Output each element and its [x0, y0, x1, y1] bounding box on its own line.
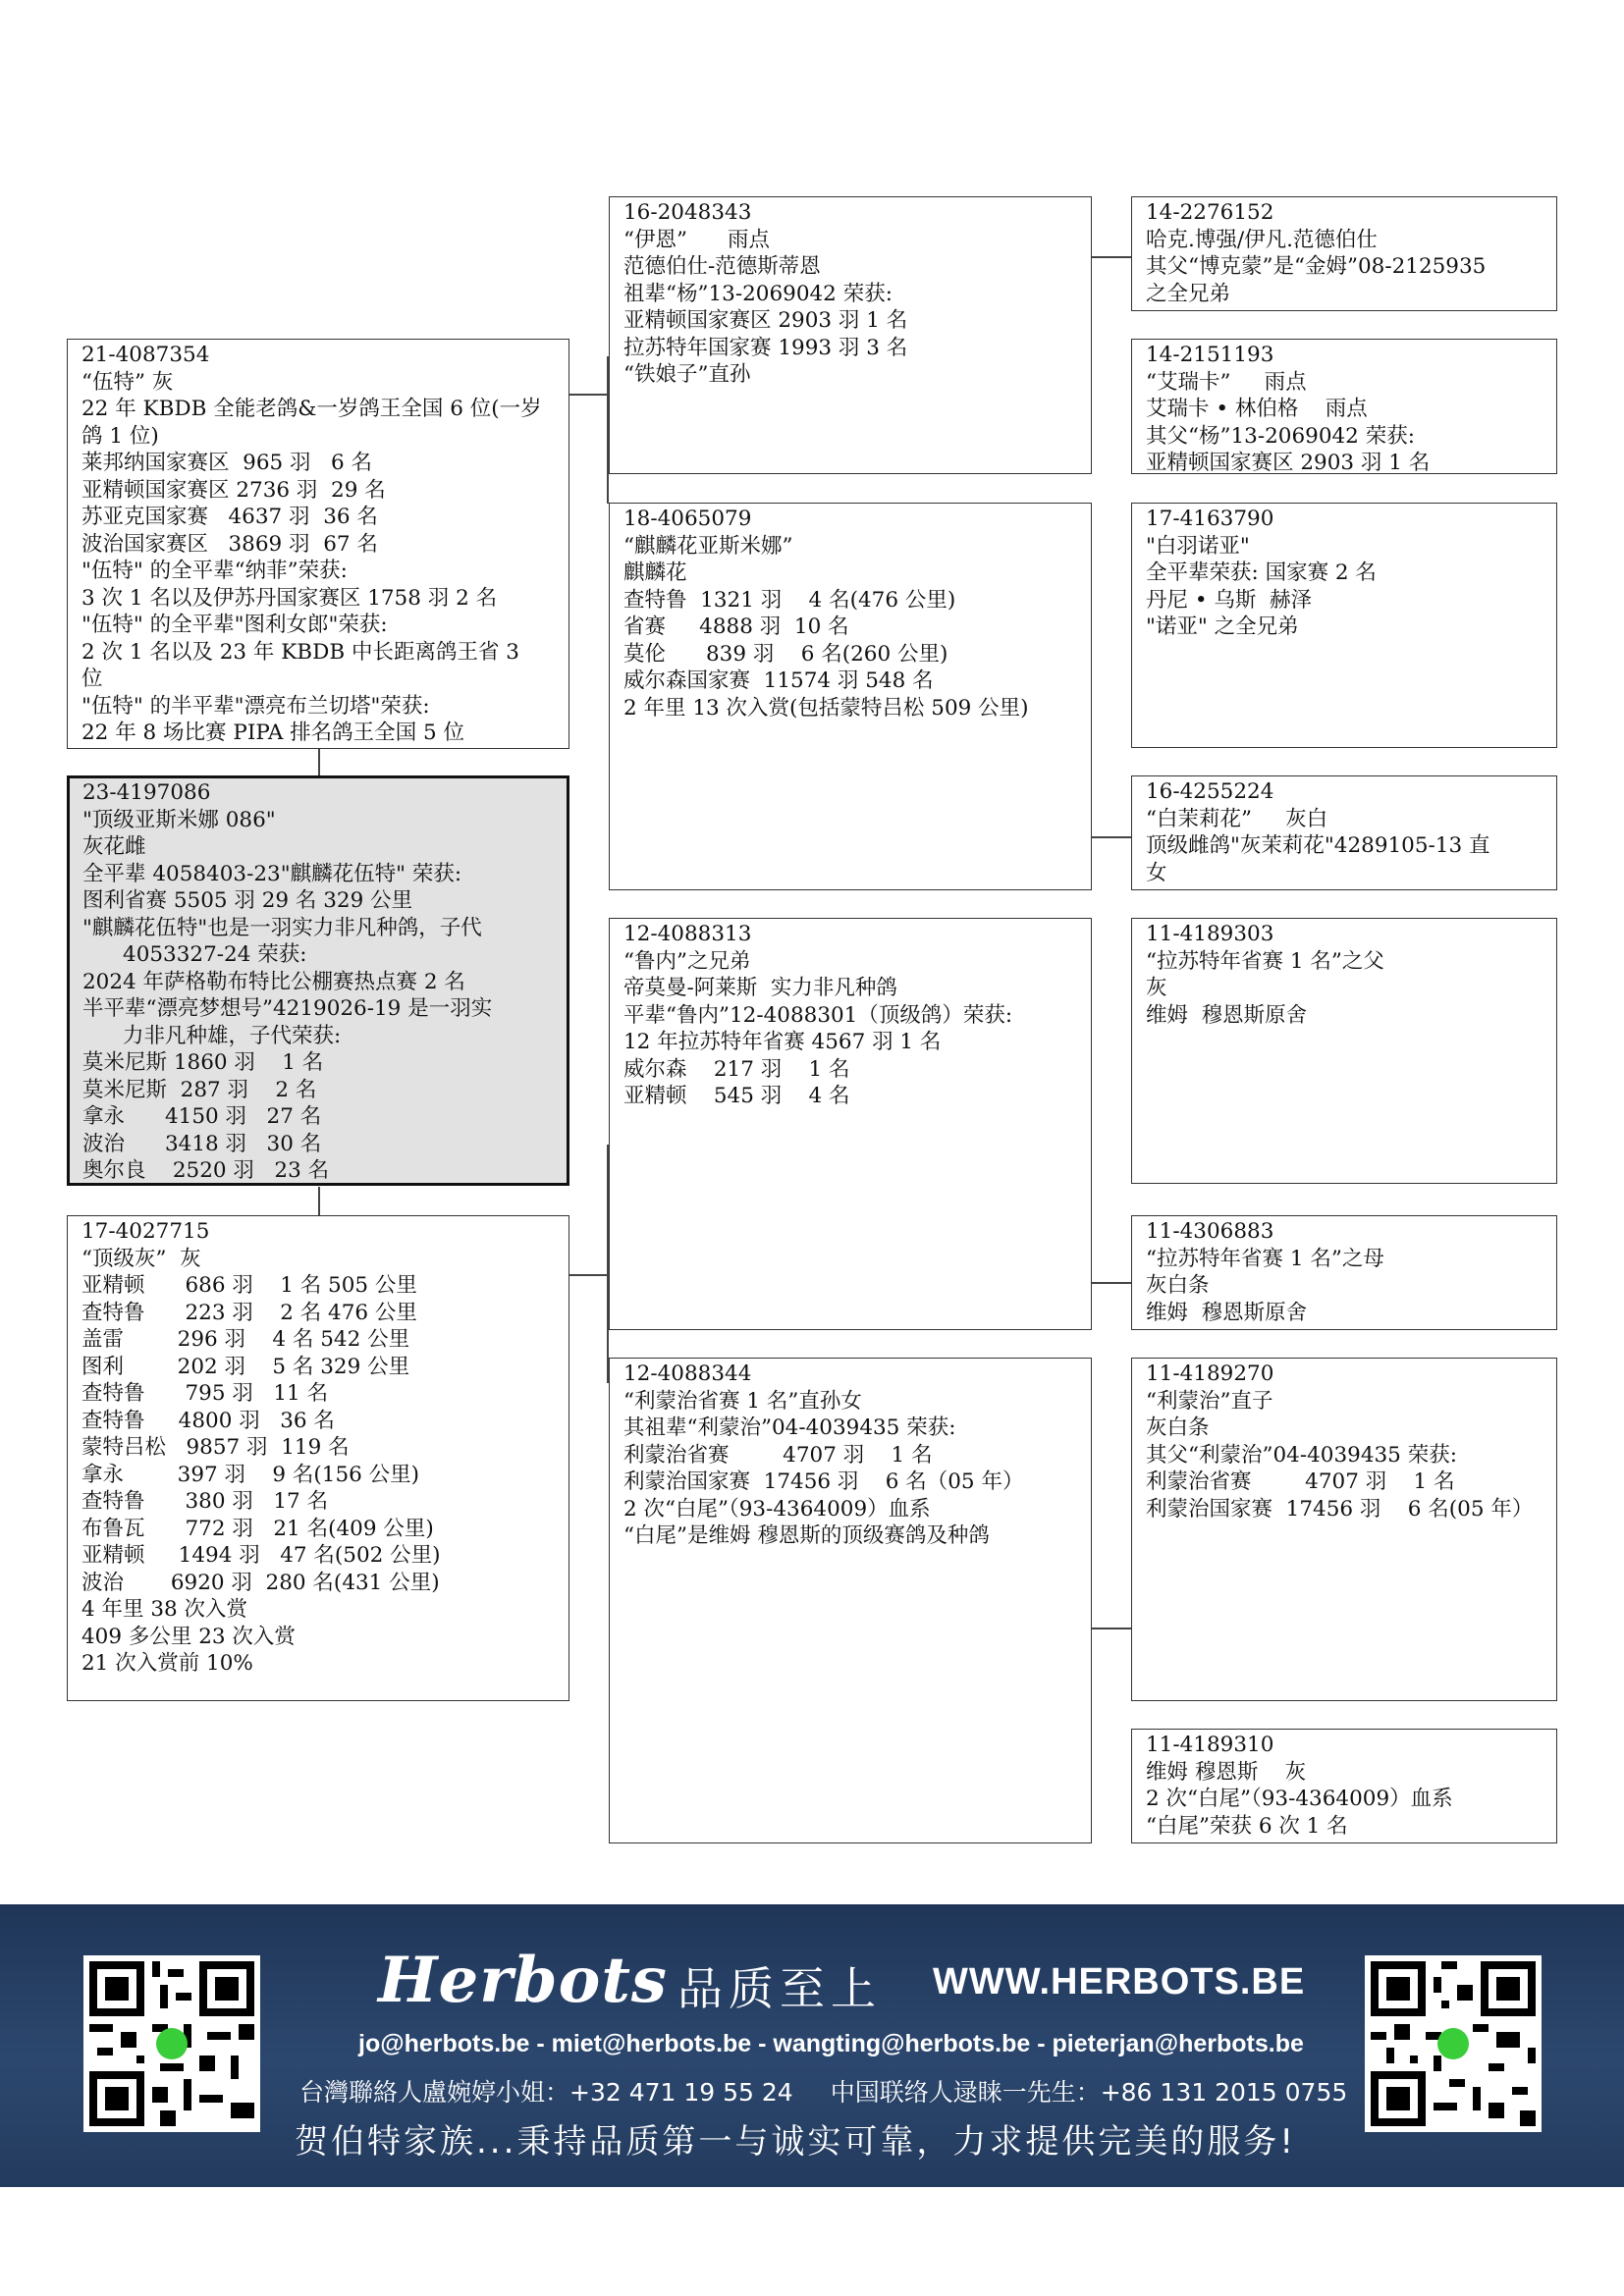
contact-china: 中国联络人逯睐一先生：+86 131 2015 0755	[830, 2078, 1348, 2107]
pedigree-line: "诺亚" 之全兄弟	[1146, 614, 1299, 639]
pedigree-line: 亚精顿国家赛区 2903 羽 1 名	[623, 308, 908, 333]
pedigree-line: 女	[1146, 860, 1167, 885]
pedigree-line: 其父“博克蒙”是“金姆”08-2125935	[1146, 254, 1487, 279]
pedigree-line: 之全兄弟	[1146, 281, 1231, 306]
pedigree-line: 亚精顿国家赛区 2736 羽 29 名	[81, 477, 386, 503]
pedigree-line: 其父“杨”13-2069042 荣获:	[1146, 423, 1415, 449]
pedigree-line: 艾瑞卡 • 林伯格 雨点	[1146, 397, 1368, 421]
sire-sire-box	[609, 196, 1092, 474]
pedigree-line: 灰花雌	[82, 834, 146, 859]
pedigree-line: 2024 年萨格勒布特比公棚赛热点赛 2 名	[82, 969, 465, 994]
pedigree-line: “伊恩” 雨点	[623, 227, 770, 252]
pedigree-line: 图利 202 羽 5 名 329 公里	[81, 1354, 410, 1379]
ring-number: 16-2048343	[623, 200, 752, 225]
pedigree-line: 丹尼 • 乌斯 赫泽	[1146, 587, 1313, 613]
ring-number: 23-4197086	[82, 780, 211, 805]
pedigree-line: 波治 6920 羽 280 名(431 公里)	[81, 1570, 440, 1595]
pedigree-line: 22 年 KBDB 全能老鸽&一岁鸽王全国 6 位(一岁	[81, 397, 542, 421]
email-links[interactable]: jo@herbots.be - miet@herbots.be - wangting@herbots.be - pieterjan@herbots.be	[358, 2030, 1304, 2057]
pedigree-line: 其父“利蒙治”04-4039435 荣获:	[1146, 1442, 1457, 1468]
sdd-box	[1131, 775, 1557, 890]
pedigree-line: 威尔森国家赛 11574 羽 548 名	[623, 668, 934, 693]
connector	[318, 1187, 320, 1216]
pedigree-line: “白茉莉花” 灰白	[1146, 806, 1328, 831]
pedigree-line: 莱邦纳国家赛区 965 羽 6 名	[81, 451, 373, 475]
pedigree-line: 维姆 穆恩斯原舍	[1146, 1002, 1308, 1028]
pedigree-line: 拿永 397 羽 9 名(156 公里)	[81, 1462, 420, 1487]
slogan: 品质至上	[677, 1962, 882, 2015]
ssd-box	[1131, 339, 1557, 474]
sire-dam-box	[609, 503, 1092, 890]
ring-number: 17-4163790	[1146, 507, 1274, 531]
ring-number: 14-2151193	[1146, 343, 1274, 367]
ring-number: 17-4027715	[81, 1219, 210, 1244]
pedigree-line: 3 次 1 名以及伊苏丹国家赛区 1758 羽 2 名	[81, 585, 498, 611]
pedigree-line: 全平辈 4058403-23"麒麟花伍特" 荣获:	[82, 861, 462, 886]
pedigree-line: 灰	[1146, 976, 1167, 1000]
connector	[1092, 256, 1131, 258]
ddd-box	[1131, 1729, 1557, 1843]
subject-box	[67, 775, 569, 1186]
pedigree-line: 省赛 4888 羽 10 名	[623, 614, 849, 639]
pedigree-line: 亚精顿 545 羽 4 名	[623, 1084, 850, 1108]
pedigree-line: “拉苏特年省赛 1 名”之母	[1146, 1246, 1384, 1271]
sire-box	[67, 339, 569, 749]
pedigree-line: 灰白条	[1146, 1273, 1210, 1298]
ring-number: 21-4087354	[81, 343, 210, 367]
pedigree-line: 灰白条	[1146, 1415, 1210, 1440]
pedigree-line: 2 次“白尾”（93-4364009）血系	[1146, 1787, 1453, 1811]
pedigree-line: "麒麟花伍特"也是一羽实力非凡种鸽，子代	[82, 915, 482, 940]
connector	[1092, 836, 1131, 838]
qr-code-left[interactable]	[83, 1955, 260, 2132]
pedigree-line: 维姆 穆恩斯原舍	[1146, 1300, 1308, 1325]
pedigree-line: “白尾”是维姆 穆恩斯的顶级赛鸽及种鸽	[623, 1523, 990, 1548]
ring-number: 11-4189270	[1146, 1362, 1274, 1386]
dam-sire-box	[609, 918, 1092, 1330]
connector	[1092, 1628, 1131, 1629]
pedigree-line: 力非凡种雄，子代荣获:	[82, 1023, 342, 1048]
pedigree-line: 2 次“白尾”（93-4364009）血系	[623, 1496, 931, 1522]
pedigree-line: 奥尔良 2520 羽 23 名	[82, 1158, 330, 1183]
pedigree-line: 21 次入赏前 10%	[81, 1651, 253, 1676]
pedigree-line: 查特鲁 380 羽 17 名	[81, 1489, 329, 1514]
connector	[569, 1274, 609, 1276]
ring-number: 11-4189310	[1146, 1733, 1274, 1757]
pedigree-line: 威尔森 217 羽 1 名	[623, 1056, 850, 1082]
connector	[1092, 1282, 1131, 1284]
pedigree-line: 其祖辈“利蒙治”04-4039435 荣获:	[623, 1415, 956, 1440]
pedigree-line: 亚精顿 686 羽 1 名 505 公里	[81, 1273, 417, 1298]
pedigree-line: 莫米尼斯 287 羽 2 名	[82, 1077, 317, 1102]
pedigree-line: 4 年里 38 次入赏	[81, 1597, 248, 1622]
pedigree-line: “利蒙治省赛 1 名”直孙女	[623, 1388, 862, 1414]
pedigree-line: 莫米尼斯 1860 羽 1 名	[82, 1050, 324, 1075]
pedigree-line: 2 次 1 名以及 23 年 KBDB 中长距离鸽王省 3	[81, 639, 519, 665]
pedigree-line: 苏亚克国家赛 4637 羽 36 名	[81, 505, 378, 529]
pedigree-line: 亚精顿 1494 羽 47 名(502 公里)	[81, 1543, 441, 1568]
pedigree-line: 祖辈“杨”13-2069042 荣获:	[623, 281, 893, 306]
dds-box	[1131, 1358, 1557, 1701]
pedigree-line: 鸽 1 位)	[81, 423, 159, 449]
connector	[569, 394, 609, 396]
ring-number: 12-4088344	[623, 1362, 752, 1386]
dsd-box	[1131, 1215, 1557, 1330]
pedigree-line: 蒙特吕松 9857 羽 119 名	[81, 1435, 350, 1460]
pedigree-line: 利蒙治国家赛 17456 羽 6 名(05 年）	[1146, 1496, 1534, 1522]
pedigree-line: “白尾”荣获 6 次 1 名	[1146, 1813, 1348, 1839]
dam-dam-box	[609, 1358, 1092, 1843]
pedigree-line: 莫伦 839 羽 6 名(260 公里)	[623, 641, 948, 667]
pedigree-line: 哈克.博强/伊凡.范德伯仕	[1146, 227, 1378, 252]
line-icon	[89, 1961, 254, 2126]
pedigree-line: “铁娘子”直孙	[623, 362, 751, 387]
brand-logo: Herbots	[378, 1944, 668, 2017]
pedigree-line: "顶级亚斯米娜 086"	[82, 807, 276, 832]
pedigree-line: "伍特" 的全平辈“纳菲”荣获:	[81, 559, 348, 583]
contacts-line	[299, 2073, 1384, 2109]
pedigree-line: 查特鲁 223 羽 2 名 476 公里	[81, 1300, 417, 1325]
pedigree-line: 查特鲁 1321 羽 4 名(476 公里)	[623, 587, 956, 613]
pedigree-line: 利蒙治省赛 4707 羽 1 名	[1146, 1469, 1455, 1494]
pedigree-line: “拉苏特年省赛 1 名”之父	[1146, 948, 1384, 974]
website-link[interactable]: WWW.HERBOTS.BE	[933, 1961, 1306, 2002]
ring-number: 11-4189303	[1146, 922, 1274, 946]
pedigree-line: “伍特” 灰	[81, 369, 174, 395]
qr-code-right[interactable]	[1365, 1955, 1542, 2132]
pedigree-line: 409 多公里 23 次入赏	[81, 1624, 296, 1649]
pedigree-line: 顶级雌鸽"灰茉莉花"4289105-13 直	[1146, 833, 1490, 858]
pedigree-line: 利蒙治国家赛 17456 羽 6 名（05 年）	[623, 1469, 1024, 1494]
pedigree-line: “利蒙治”直子	[1146, 1388, 1273, 1414]
pedigree-line: 维姆 穆恩斯 灰	[1146, 1759, 1307, 1785]
dam-box	[67, 1215, 569, 1701]
pedigree-line: 拿永 4150 羽 27 名	[82, 1104, 322, 1129]
pedigree-line: 波治国家赛区 3869 羽 67 名	[81, 531, 378, 557]
pedigree-line: 亚精顿国家赛区 2903 羽 1 名	[1146, 451, 1431, 474]
pedigree-line: 图利省赛 5505 羽 29 名 329 公里	[82, 888, 413, 913]
pedigree-line: 拉苏特年国家赛 1993 羽 3 名	[623, 335, 908, 360]
pedigree-line: "白羽诺亚"	[1146, 533, 1250, 559]
pedigree-line: 布鲁瓦 772 羽 21 名(409 公里)	[81, 1516, 434, 1541]
pedigree-line: 查特鲁 4800 羽 36 名	[81, 1408, 335, 1433]
ring-number: 18-4065079	[623, 507, 752, 531]
pedigree-line: 4053327-24 荣获:	[82, 942, 307, 967]
pedigree-line: 12 年拉苏特年省赛 4567 羽 1 名	[623, 1030, 942, 1054]
pedigree-line: 范德伯仕-范德斯蒂恩	[623, 254, 821, 279]
pedigree-line: "伍特" 的半平辈"漂亮布兰切塔"荣获:	[81, 693, 430, 719]
ring-number: 12-4088313	[623, 922, 752, 946]
pedigree-line: "伍特" 的全平辈"图利女郎"荣获:	[81, 613, 388, 637]
ring-number: 11-4306883	[1146, 1219, 1274, 1244]
pedigree-line: 平辈“鲁内”12-4088301（顶级鸽）荣获:	[623, 1002, 1013, 1028]
pedigree-line: 帝莫曼-阿莱斯 实力非凡种鸽	[623, 976, 897, 1000]
sss-box	[1131, 196, 1557, 311]
pedigree-line: 利蒙治省赛 4707 羽 1 名	[623, 1442, 933, 1468]
pedigree-line: 波治 3418 羽 30 名	[82, 1131, 322, 1156]
pedigree-line: 全平辈荣获: 国家赛 2 名	[1146, 561, 1377, 585]
pedigree-line: 麒麟花	[623, 561, 687, 585]
pedigree-line: “顶级灰” 灰	[81, 1246, 201, 1271]
pedigree-line: “麒麟花亚斯米娜”	[623, 533, 793, 559]
footer-banner	[0, 1904, 1624, 2187]
ring-number: 14-2276152	[1146, 200, 1274, 225]
pedigree-line: “鲁内”之兄弟	[623, 948, 751, 974]
pedigree-line: 查特鲁 795 羽 11 名	[81, 1381, 329, 1406]
pedigree-line: 22 年 8 场比赛 PIPA 排名鸽王全国 5 位	[81, 721, 465, 745]
ring-number: 16-4255224	[1146, 779, 1274, 804]
pedigree-line: 半平辈“漂亮梦想号”4219026-19 是一羽实	[82, 996, 493, 1021]
pedigree-line: 位	[81, 667, 103, 691]
wechat-icon	[1371, 1961, 1536, 2126]
tagline: 贺伯特家族...秉持品质第一与诚实可靠，力求提供完美的服务!	[295, 2122, 1297, 2162]
dss-box	[1131, 918, 1557, 1184]
pedigree-line: 2 年里 13 次入赏(包括蒙特吕松 509 公里)	[623, 695, 1029, 721]
contact-taiwan: 台灣聯絡人盧婉婷小姐：+32 471 19 55 24	[299, 2078, 793, 2107]
pedigree-line: “艾瑞卡” 雨点	[1146, 369, 1307, 395]
sds-box	[1131, 503, 1557, 748]
pedigree-line: 盖雷 296 羽 4 名 542 公里	[81, 1327, 410, 1352]
